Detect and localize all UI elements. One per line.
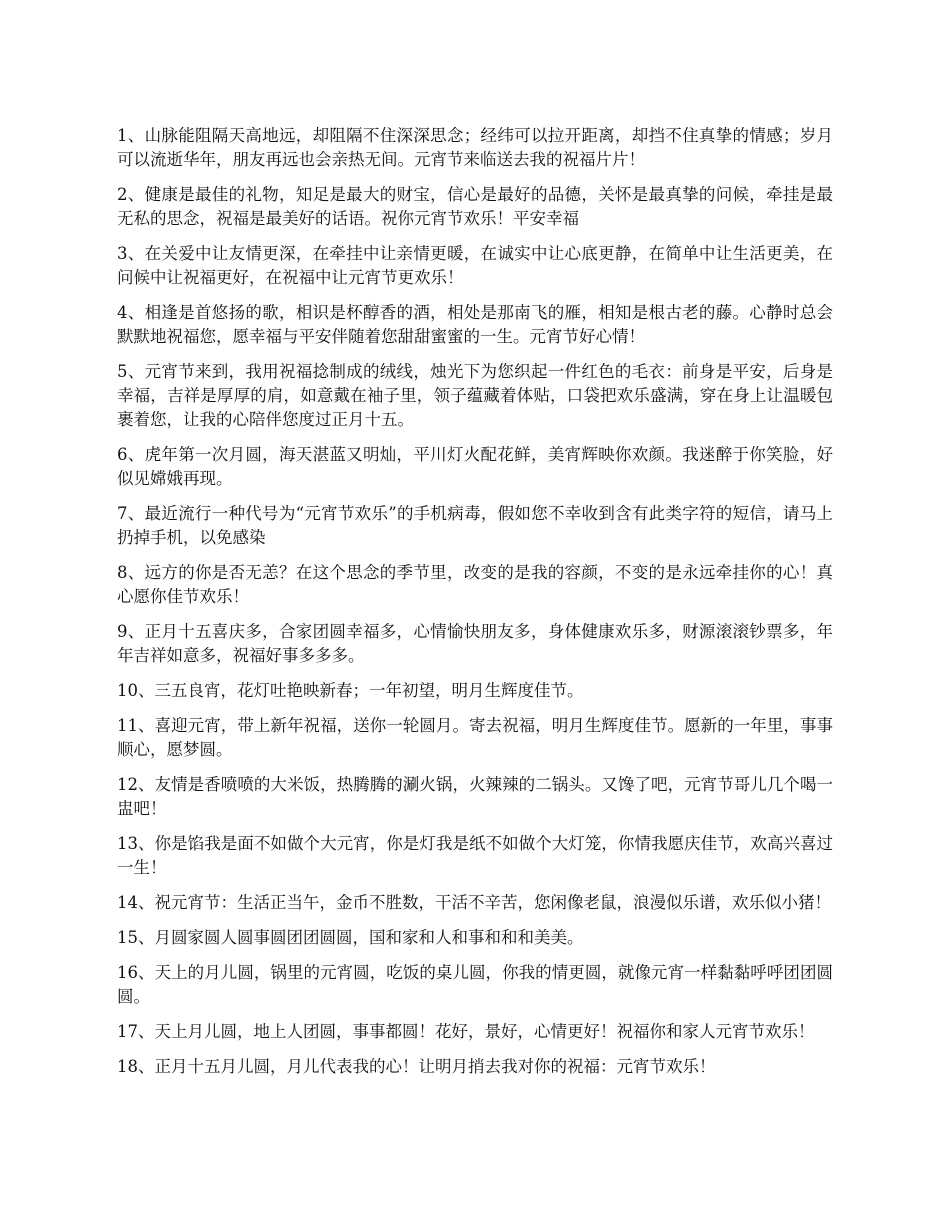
paragraph-12: 12、友情是香喷喷的大米饭，热腾腾的涮火锅，火辣辣的二锅头。又馋了吧，元宵节哥儿几个喝一盅吧！: [117, 775, 833, 818]
paragraph-1: 1、山脉能阻隔天高地远，却阻隔不住深深思念；经纬可以拉开距离，却挡不住真挚的情感；岁月可以流逝华年，朋友再远也会亲热无间。元宵节来临送去我的祝福片片！: [117, 126, 833, 169]
paragraph-16: 16、天上的月儿圆，锅里的元宵圆，吃饭的桌儿圆，你我的情更圆，就像元宵一样黏黏呼呼团团圆圆。: [117, 963, 833, 1006]
paragraph-17: 17、天上月儿圆，地上人团圆，事事都圆！花好，景好，心情更好！祝福你和家人元宵节欢乐！: [117, 1022, 815, 1041]
paragraph-8: 8、远方的你是否无恙？在这个思念的季节里，改变的是我的容颜，不变的是永远牵挂你的心！真心愿你佳节欢乐！: [117, 563, 833, 606]
document-page: [117, 124, 833, 1090]
paragraph-9: 9、正月十五喜庆多，合家团圆幸福多，心情愉快朋友多，身体健康欢乐多，财源滚滚钞票多，年年吉祥如意多，祝福好事多多多。: [117, 622, 833, 665]
paragraph-4: 4、相逢是首悠扬的歌，相识是杯醇香的酒，相处是那南飞的雁，相知是根古老的藤。心静时总会默默地祝福您，愿幸福与平安伴随着您甜甜蜜蜜的一生。元宵节好心情！: [117, 303, 833, 346]
paragraph-2: 2、健康是最佳的礼物，知足是最大的财宝，信心是最好的品德，关怀是最真挚的问候，牵挂是最无私的思念，祝福是最美好的话语。祝你元宵节欢乐！平安幸福: [117, 185, 833, 228]
paragraph-13: 13、你是馅我是面不如做个大元宵，你是灯我是纸不如做个大灯笼，你情我愿庆佳节，欢高兴喜过一生！: [117, 834, 833, 877]
paragraph-5: 5、元宵节来到，我用祝福捻制成的绒线，烛光下为您织起一件红色的毛衣：前身是平安，后身是幸福，吉祥是厚厚的肩，如意戴在袖子里，领子蕴藏着体贴，口袋把欢乐盛满，穿在身上让温暖包裹着您，让我的心陪伴您度过正月十五。: [117, 362, 833, 429]
paragraph-18: 18、正月十五月儿圆，月儿代表我的心！让明月捎去我对你的祝福：元宵节欢乐！: [117, 1057, 716, 1076]
paragraph-10: 10、三五良宵，花灯吐艳映新春；一年初望，明月生辉度佳节。: [117, 681, 584, 700]
paragraph-11: 11、喜迎元宵，带上新年祝福，送你一轮圆月。寄去祝福，明月生辉度佳节。愿新的一年里，事事顺心，愿梦圆。: [117, 716, 833, 759]
paragraph-6: 6、虎年第一次月圆，海天湛蓝又明灿，平川灯火配花鲜，美宵辉映你欢颜。我迷醉于你笑脸，好似见嫦娥再现。: [117, 445, 833, 488]
paragraph-14: 14、祝元宵节：生活正当午，金币不胜数，干活不辛苦，您闲像老鼠，浪漫似乐谱，欢乐似小猪！: [117, 893, 831, 912]
paragraph-7: 7、最近流行一种代号为“元宵节欢乐”的手机病毒，假如您不幸收到含有此类字符的短信，请马上扔掉手机，以免感染: [117, 504, 833, 547]
paragraph-3: 3、在关爱中让友情更深，在牵挂中让亲情更暖，在诚实中让心底更静，在简单中让生活更美，在问候中让祝福更好，在祝福中让元宵节更欢乐！: [117, 244, 833, 287]
paragraph-15: 15、月圆家圆人圆事圆团团圆圆，国和家和人和事和和和美美。: [117, 928, 584, 947]
